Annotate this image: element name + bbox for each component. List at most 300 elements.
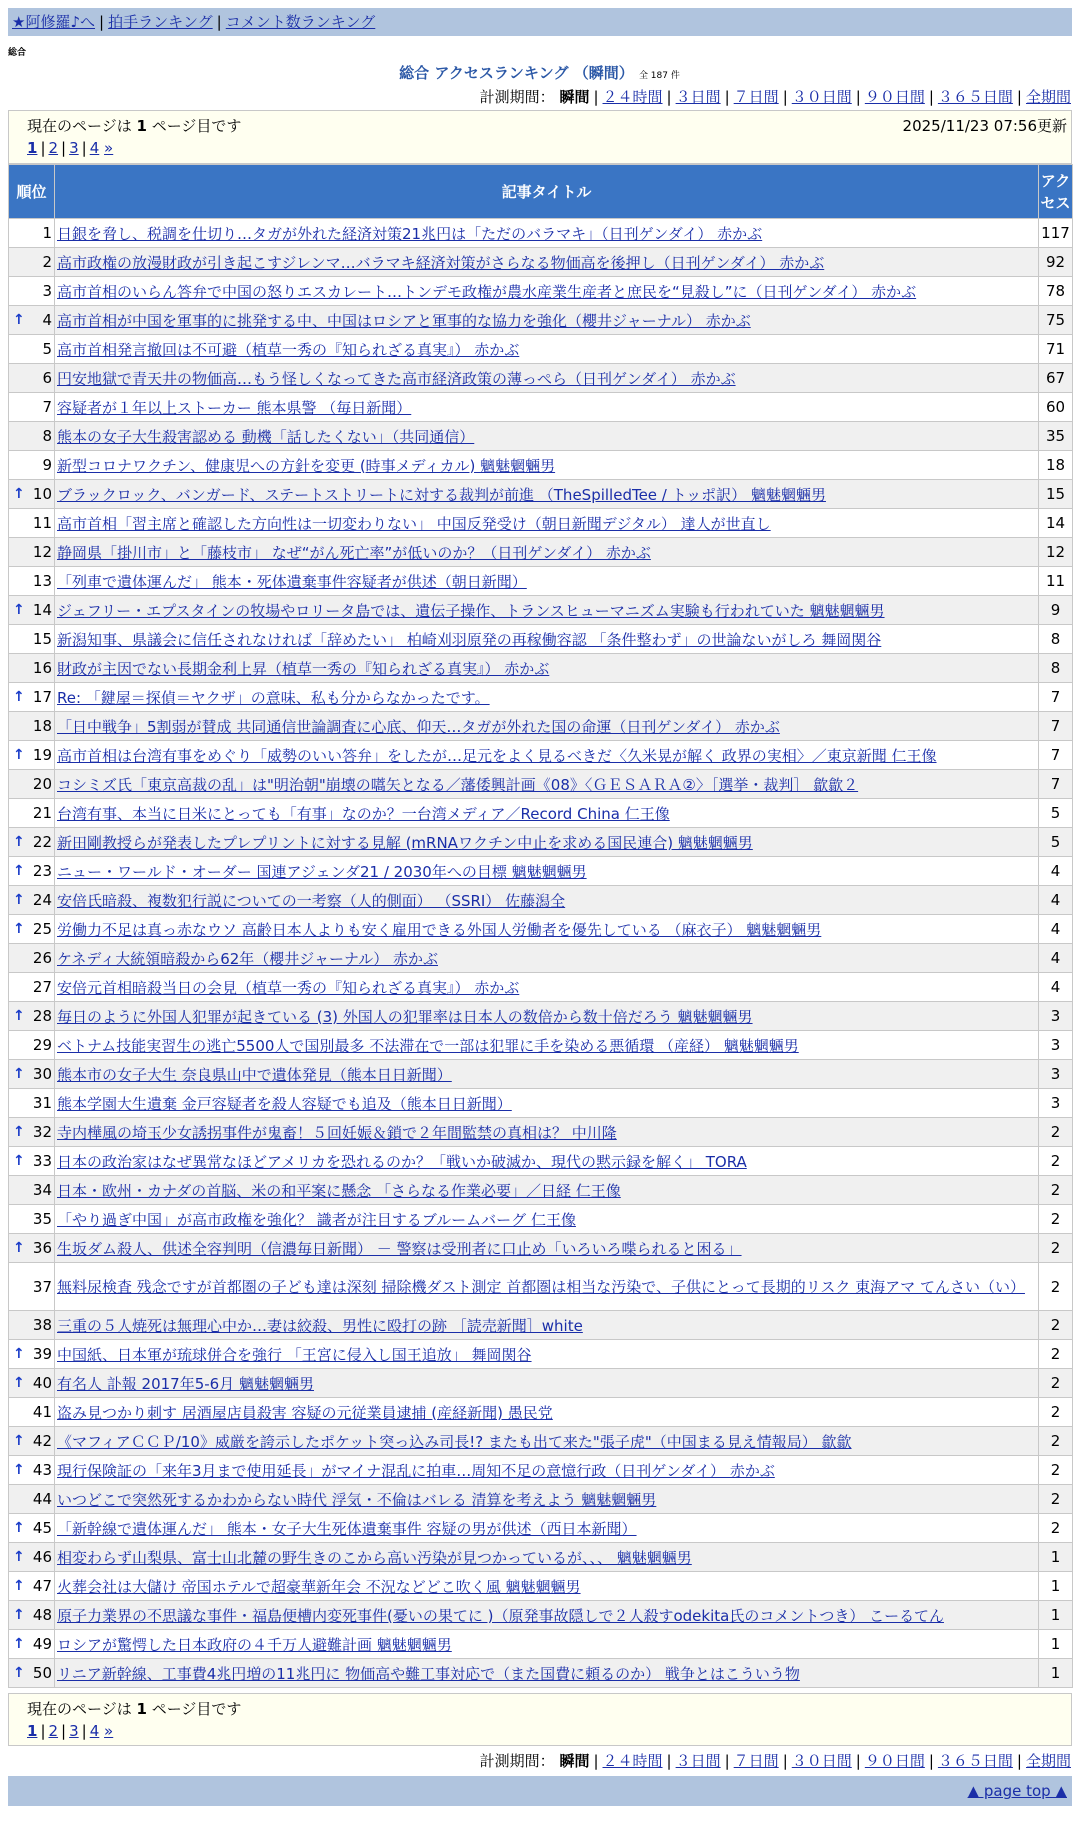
article-title-link[interactable]: ベトナム技能実習生の逃亡5500人で国別最多 不法滞在で一部は犯罪に手を染める悪循環 （産経） 魑魅魍魎男 (57, 1036, 799, 1055)
rank-number: 2 (42, 253, 52, 271)
rank-number: 31 (32, 1094, 52, 1112)
table-row (9, 886, 1073, 915)
rank-cell (9, 1234, 55, 1263)
article-title-link[interactable]: 財政が主因でない長期金利上昇（植草一秀の『知られざる真実』） 赤かぶ (57, 659, 550, 678)
rank-cell (9, 1630, 55, 1659)
title-cell (55, 1427, 1039, 1456)
article-title-link[interactable]: いつどこで突然死するかわからない時代 浮気・不倫はバレる 清算を考えよう 魑魅魍魎男 (57, 1490, 657, 1509)
rank-up-arrow-icon: ↑ (13, 1240, 25, 1256)
rank-number: 41 (32, 1403, 52, 1421)
access-count: 1 (1039, 1630, 1073, 1659)
access-count: 7 (1039, 683, 1073, 712)
table-row (9, 828, 1073, 857)
rank-cell (9, 422, 55, 451)
table-row (9, 1118, 1073, 1147)
article-title-link[interactable]: ブラックロック、バンガード、ステートストリートに対する裁判が前進 （TheSpilledTee / トッポ訳） 魑魅魍魎男 (57, 485, 826, 504)
rank-cell (9, 886, 55, 915)
table-row (9, 248, 1073, 277)
rank-cell (9, 1543, 55, 1572)
rank-up-arrow-icon: ↑ (13, 892, 25, 908)
pager-next[interactable]: » (104, 139, 114, 157)
table-row (9, 973, 1073, 1002)
title-cell (55, 306, 1039, 335)
table-row (9, 422, 1073, 451)
access-count: 1 (1039, 1601, 1073, 1630)
access-count: 2 (1039, 1176, 1073, 1205)
article-title-link[interactable]: 寺内樺風の埼玉少女誘拐事件が鬼畜！５回妊娠＆鎖で２年間監禁の真相は？ 中川隆 (57, 1123, 617, 1142)
title-cell (55, 1060, 1039, 1089)
article-title-link[interactable]: 原子力業界の不思議な事件・福島便槽内変死事件(憂いの果てに )（原発事故隠しで２人殺すodekita氏のコメントつき） こーるてん (57, 1606, 944, 1625)
access-count: 2 (1039, 1118, 1073, 1147)
table-row (9, 509, 1073, 538)
access-count: 7 (1039, 770, 1073, 799)
period-link[interactable]: 全期間 (1025, 1752, 1071, 1770)
rank-up-arrow-icon: ↑ (13, 863, 25, 879)
title-cell (55, 1147, 1039, 1176)
access-count: 14 (1039, 509, 1073, 538)
rank-number: 42 (32, 1432, 52, 1450)
rank-number: 48 (32, 1606, 52, 1624)
page-info-text: 現在のページは 1 ページ目です (27, 117, 242, 135)
rank-cell (9, 364, 55, 393)
access-count: 71 (1039, 335, 1073, 364)
title-cell (55, 741, 1039, 770)
rank-number: 32 (32, 1123, 52, 1141)
rank-cell (9, 538, 55, 567)
rank-number: 19 (32, 746, 52, 764)
table-row (9, 741, 1073, 770)
title-cell (55, 480, 1039, 509)
title-cell (55, 1514, 1039, 1543)
rank-cell (9, 770, 55, 799)
rank-number: 29 (32, 1036, 52, 1054)
rank-number: 49 (32, 1635, 52, 1653)
period-link[interactable]: ３６５日間 (937, 88, 1013, 106)
rank-cell (9, 683, 55, 712)
access-count: 3 (1039, 1060, 1073, 1089)
article-title-link[interactable]: 高市首相発言撤回は不可避（植草一秀の『知られざる真実』） 赤かぶ (57, 340, 520, 359)
period-link[interactable]: ７日間 (733, 88, 779, 106)
rank-up-arrow-icon: ↑ (13, 1520, 25, 1536)
table-row (9, 1630, 1073, 1659)
rank-up-arrow-icon: ↑ (13, 1549, 25, 1565)
table-row (9, 625, 1073, 654)
rank-up-arrow-icon: ↑ (13, 1665, 25, 1681)
rank-number: 36 (32, 1239, 52, 1257)
rank-up-arrow-icon: ↑ (13, 1066, 25, 1082)
rank-cell (9, 480, 55, 509)
rank-number: 37 (32, 1277, 52, 1296)
table-row (9, 1659, 1073, 1688)
title-cell (55, 886, 1039, 915)
rank-cell (9, 1340, 55, 1369)
table-row (9, 393, 1073, 422)
rank-cell (9, 1369, 55, 1398)
article-title-link[interactable]: 熊本市の女子大生 奈良県山中で遺体発見（熊本日日新聞） (57, 1065, 452, 1084)
article-title-link[interactable]: 安倍元首相暗殺当日の会見（植草一秀の『知られざる真実』） 赤かぶ (57, 978, 520, 997)
period-link[interactable]: ９０日間 (864, 88, 925, 106)
rank-cell (9, 1031, 55, 1060)
title-cell (55, 1543, 1039, 1572)
rank-up-arrow-icon: ↑ (13, 602, 25, 618)
period-link[interactable]: ３６５日間 (937, 1752, 1013, 1770)
title-cell (55, 1311, 1039, 1340)
table-row (9, 538, 1073, 567)
article-title-link[interactable]: ケネディ大統領暗殺から62年（櫻井ジャーナル） 赤かぶ (57, 949, 439, 968)
rank-cell (9, 915, 55, 944)
article-title-link[interactable]: 「列車で遺体運んだ」 熊本・死体遺棄事件容疑者が供述（朝日新聞） (57, 572, 527, 591)
table-row (9, 1176, 1073, 1205)
rank-cell (9, 857, 55, 886)
article-title-link[interactable]: 高市首相が中国を軍事的に挑発する中、中国はロシアと軍事的な協力を強化（櫻井ジャーナル） 赤かぶ (57, 311, 751, 330)
rank-cell (9, 1659, 55, 1688)
rank-number: 1 (42, 224, 52, 242)
title-cell (55, 1205, 1039, 1234)
access-count: 3 (1039, 1089, 1073, 1118)
access-count: 2 (1039, 1263, 1073, 1311)
title-cell (55, 1031, 1039, 1060)
total-count: 全 187 件 (638, 71, 680, 81)
article-title-link[interactable]: 熊本学園大生遺棄 金戸容疑者を殺人容疑でも追及（熊本日日新聞） (57, 1094, 512, 1113)
table-row (9, 364, 1073, 393)
rank-number: 17 (32, 688, 52, 706)
pager-link[interactable]: 4 (89, 139, 100, 157)
table-row (9, 1234, 1073, 1263)
access-count: 2 (1039, 1311, 1073, 1340)
rank-up-arrow-icon: ↑ (13, 921, 25, 937)
article-title-link[interactable]: 日本・欧州・カナダの首脳、米の和平案に懸念 「さらなる作業必要」／日経 仁王像 (57, 1181, 621, 1200)
pager-current[interactable]: 1 (27, 1722, 38, 1740)
rank-number: 44 (32, 1490, 52, 1508)
rank-cell (9, 1089, 55, 1118)
title-cell (55, 654, 1039, 683)
rank-cell (9, 944, 55, 973)
rank-number: 39 (32, 1345, 52, 1363)
table-row (9, 1456, 1073, 1485)
access-count: 8 (1039, 625, 1073, 654)
title-cell (55, 828, 1039, 857)
access-count: 18 (1039, 451, 1073, 480)
rank-cell (9, 712, 55, 741)
article-title-link[interactable]: 労働力不足は真っ赤なウソ 高齢日本人よりも安く雇用できる外国人労働者を優先している （麻衣子） 魑魅魍魎男 (57, 920, 822, 939)
table-row (9, 944, 1073, 973)
title-cell (55, 973, 1039, 1002)
access-count: 2 (1039, 1205, 1073, 1234)
table-row (9, 480, 1073, 509)
title-cell (55, 335, 1039, 364)
period-link[interactable]: 全期間 (1025, 88, 1071, 106)
rank-cell (9, 799, 55, 828)
rank-cell (9, 1311, 55, 1340)
access-count: 3 (1039, 1031, 1073, 1060)
article-title-link[interactable]: 台湾有事、本当に日米にとっても「有事」なのか？一台湾メディア／Record China 仁王像 (57, 804, 670, 823)
table-row (9, 1311, 1073, 1340)
article-title-link[interactable]: ニュー・ワールド・オーダー 国連アジェンダ21 / 2030年への目標 魑魅魍魎男 (57, 862, 587, 881)
title-cell (55, 538, 1039, 567)
rank-number: 9 (42, 456, 52, 474)
access-count: 4 (1039, 886, 1073, 915)
rank-number: 3 (42, 282, 52, 300)
article-title-link[interactable]: 熊本の女子大生殺害認める 動機「話したくない」（共同通信） (57, 427, 475, 446)
access-count: 2 (1039, 1427, 1073, 1456)
access-count: 2 (1039, 1398, 1073, 1427)
table-row (9, 915, 1073, 944)
title-cell (55, 1002, 1039, 1031)
page-info-bottom (8, 1693, 1072, 1746)
table-row (9, 1263, 1073, 1311)
access-count: 4 (1039, 973, 1073, 1002)
title-cell (55, 451, 1039, 480)
table-row (9, 683, 1073, 712)
title-cell (55, 683, 1039, 712)
access-count: 117 (1039, 219, 1073, 248)
rank-number: 50 (32, 1664, 52, 1682)
rank-number: 23 (32, 862, 52, 880)
page-info-top (8, 110, 1072, 164)
access-count: 4 (1039, 944, 1073, 973)
title-cell (55, 596, 1039, 625)
rank-number: 24 (32, 891, 52, 909)
access-count: 1 (1039, 1659, 1073, 1688)
title-cell (55, 799, 1039, 828)
home-link[interactable]: ★阿修羅♪へ (12, 13, 96, 31)
title-cell (55, 1630, 1039, 1659)
article-title-link[interactable]: コシミズ氏「東京高裁の乱」は"明治朝"崩壊の嚆矢となる／藩倭興計画《08》〈ＧＥＳＡＲＡ②〉［選挙・裁判］ 歙歙２ (57, 775, 859, 794)
rank-number: 18 (32, 717, 52, 735)
table-row (9, 770, 1073, 799)
article-title-link[interactable]: 火葬会社は大儲け 帝国ホテルで超豪華新年会 不況などどこ吹く風 魑魅魍魎男 (57, 1577, 581, 1596)
article-title-link[interactable]: 日銀を脅し、税調を仕切り…タガが外れた経済対策21兆円は「ただのバラマキ」（日刊ゲンダイ） 赤かぶ (57, 224, 763, 243)
table-row (9, 335, 1073, 364)
rank-number: 14 (32, 601, 52, 619)
title-cell (55, 422, 1039, 451)
title-cell (55, 1369, 1039, 1398)
article-title-link[interactable]: 毎日のように外国人犯罪が起きている (3) 外国人の犯罪率は日本人の数倍から数十倍だろう 魑魅魍魎男 (57, 1007, 753, 1026)
pager-next[interactable]: » (104, 1722, 114, 1740)
access-count: 8 (1039, 654, 1073, 683)
pager-link[interactable]: 4 (89, 1722, 100, 1740)
access-count: 35 (1039, 422, 1073, 451)
table-row (9, 857, 1073, 886)
title-cell (55, 1456, 1039, 1485)
rank-number: 34 (32, 1181, 52, 1199)
access-count: 75 (1039, 306, 1073, 335)
rank-up-arrow-icon: ↑ (13, 1607, 25, 1623)
title-cell (55, 219, 1039, 248)
rank-up-arrow-icon: ↑ (13, 1636, 25, 1652)
rank-cell (9, 741, 55, 770)
table-row (9, 1572, 1073, 1601)
table-row (9, 567, 1073, 596)
article-title-link[interactable]: 「日中戦争」5割弱が賛成 共同通信世論調査に心底、仰天…タガが外れた国の命運（日刊ゲンダイ） 赤かぶ (57, 717, 780, 736)
table-row (9, 1514, 1073, 1543)
article-title-link[interactable]: 三重の５人焼死は無理心中か…妻は絞殺、男性に殴打の跡 ［読売新聞］white (57, 1316, 583, 1335)
period-link[interactable]: ２４時間 (602, 88, 663, 106)
article-title-link[interactable]: 高市政権の放漫財政が引き起こすジレンマ…バラマキ経済対策がさらなる物価高を後押し（日刊ゲンダイ） 赤かぶ (57, 253, 825, 272)
access-count: 4 (1039, 857, 1073, 886)
access-count: 2 (1039, 1456, 1073, 1485)
article-title-link[interactable]: 《マフィアＣＣＰ/10》威厳を誇示したポケット突っ込み司長!? またも出て来た"張子虎"（中国まる見え情報局） 歙歙 (57, 1432, 852, 1451)
period-link[interactable]: ２４時間 (602, 1752, 663, 1770)
period-link[interactable]: ７日間 (733, 1752, 779, 1770)
pager-bottom: 1 | 2 | 3 | 4 » (27, 1722, 114, 1740)
table-row (9, 1002, 1073, 1031)
title-cell (55, 770, 1039, 799)
article-title-link[interactable]: 相変わらず山梨県、富士山北麓の野生きのこから高い汚染が見つかっているが、、、 魑魅魍魎男 (57, 1548, 692, 1567)
rank-cell (9, 1456, 55, 1485)
top-nav-bar: ★阿修羅♪へ | 拍手ランキング | コメント数ランキング (8, 8, 1072, 36)
rank-up-arrow-icon: ↑ (13, 834, 25, 850)
title-cell (55, 857, 1039, 886)
title-cell (55, 944, 1039, 973)
title-cell (55, 1234, 1039, 1263)
access-count: 78 (1039, 277, 1073, 306)
period-selector-top: 計測期間： 瞬間 | ２４時間 | ３日間 | ７日間 | ３０日間 | ９０日間 | ３６５日間 | 全期間 (479, 88, 1071, 106)
title-cell (55, 364, 1039, 393)
rank-cell (9, 248, 55, 277)
rank-cell (9, 1060, 55, 1089)
rank-up-arrow-icon: ↑ (13, 1124, 25, 1140)
article-title-link[interactable]: ジェフリー・エプスタインの牧場やロリータ島では、遺伝子操作、トランスヒューマニズム実験も行われていた 魑魅魍魎男 (57, 601, 885, 620)
article-title-link[interactable]: 新田剛教授らが発表したプレプリントに対する見解 (mRNAワクチン中止を求める国民連合) 魑魅魍魎男 (57, 833, 753, 852)
article-title-link[interactable]: 生坂ダム殺人、供述全容判明（信濃毎日新聞） － 警察は受刑者に口止め「いろいろ喋られると困る」 (57, 1239, 742, 1258)
pager-current[interactable]: 1 (27, 139, 38, 157)
rank-cell (9, 1263, 55, 1311)
rank-number: 40 (32, 1374, 52, 1392)
article-title-link[interactable]: 高市首相のいらん答弁で中国の怒りエスカレート…トンデモ政権が農水産業生産者と庶民を“見殺し”に（日刊ゲンダイ） 赤かぶ (57, 282, 917, 301)
title-cell (55, 1601, 1039, 1630)
rank-cell (9, 1147, 55, 1176)
period-current: 瞬間 (559, 1752, 590, 1770)
table-row (9, 219, 1073, 248)
table-row (9, 1369, 1073, 1398)
access-count: 7 (1039, 741, 1073, 770)
article-title-link[interactable]: 「新幹線で遺体運んだ」 熊本・女子大生死体遺棄事件 容疑の男が供述（西日本新聞） (57, 1519, 637, 1538)
comment-ranking-link[interactable]: コメント数ランキング (225, 13, 376, 31)
rank-number: 4 (42, 311, 52, 329)
title-cell (55, 1089, 1039, 1118)
table-row (9, 1089, 1073, 1118)
table-row (9, 1601, 1073, 1630)
rank-up-arrow-icon: ↑ (13, 486, 25, 502)
rank-number: 33 (32, 1152, 52, 1170)
rank-up-arrow-icon: ↑ (13, 1578, 25, 1594)
pager-link[interactable]: 3 (69, 1722, 79, 1740)
rank-cell (9, 1176, 55, 1205)
access-count: 4 (1039, 915, 1073, 944)
table-row (9, 799, 1073, 828)
access-count: 12 (1039, 538, 1073, 567)
period-link[interactable]: ３０日間 (791, 88, 852, 106)
rank-number: 16 (32, 659, 52, 677)
table-row (9, 1485, 1073, 1514)
access-count: 1 (1039, 1543, 1073, 1572)
rank-cell (9, 828, 55, 857)
page-title: 総合 アクセスランキング （瞬間） 全 187 件 (399, 64, 680, 82)
article-title-link[interactable]: 静岡県「掛川市」と「藤枝市」 なぜ“がん死亡率”が低いのか？（日刊ゲンダイ） 赤かぶ (57, 543, 651, 562)
access-count: 2 (1039, 1369, 1073, 1398)
table-row (9, 1205, 1073, 1234)
rank-number: 8 (42, 427, 52, 445)
rank-cell (9, 1398, 55, 1427)
title-cell (55, 712, 1039, 741)
access-count: 2 (1039, 1147, 1073, 1176)
table-row (9, 1060, 1073, 1089)
period-link[interactable]: ３日間 (675, 88, 721, 106)
clap-ranking-link[interactable]: 拍手ランキング (108, 13, 213, 31)
pager-link[interactable]: 2 (48, 1722, 59, 1740)
rank-up-arrow-icon: ↑ (13, 1462, 25, 1478)
article-title-link[interactable]: 新潟知事、県議会に信任されなければ「辞めたい」 柏崎刈羽原発の再稼働容認 「条件整わず」の世論ないがしろ 舞岡関谷 (57, 630, 882, 649)
rank-cell (9, 654, 55, 683)
period-link[interactable]: ９０日間 (864, 1752, 925, 1770)
access-count: 1 (1039, 1572, 1073, 1601)
rank-up-arrow-icon: ↑ (13, 1375, 25, 1391)
table-row (9, 306, 1073, 335)
rank-number: 46 (32, 1548, 52, 1566)
article-title-link[interactable]: リニア新幹線、工事費4兆円増の11兆円に 物価高や難工事対応で（また国費に頼るのか） 戦争とはこういう物 (57, 1664, 800, 1683)
article-title-link[interactable]: 安倍氏暗殺、複数犯行説についての一考察（人的側面） （SSRI） 佐藤潟全 (57, 891, 566, 910)
article-title-link[interactable]: ロシアが驚愕した日本政府の４千万人避難計画 魑魅魍魎男 (57, 1635, 452, 1654)
rank-up-arrow-icon: ↑ (13, 312, 25, 328)
access-count: 5 (1039, 828, 1073, 857)
article-title-link[interactable]: 日本の政治家はなぜ異常なほどアメリカを恐れるのか？「戦いか破滅か、現代の黙示録を解く」 TORA (57, 1152, 747, 1171)
rank-number: 15 (32, 630, 52, 648)
access-count: 5 (1039, 799, 1073, 828)
pager-top: 1 | 2 | 3 | 4 » (27, 139, 114, 157)
article-title-link[interactable]: 「やり過ぎ中国」が高市政権を強化？ 識者が注目するブルームバーグ 仁王像 (57, 1210, 576, 1229)
title-cell (55, 1659, 1039, 1688)
table-row (9, 596, 1073, 625)
rank-up-arrow-icon: ↑ (13, 689, 25, 705)
pager-link[interactable]: 2 (48, 139, 59, 157)
title-cell (55, 1340, 1039, 1369)
table-row (9, 1031, 1073, 1060)
rank-cell (9, 1485, 55, 1514)
access-count: 2 (1039, 1485, 1073, 1514)
access-count: 2 (1039, 1514, 1073, 1543)
article-title-link[interactable]: 有名人 訃報 2017年5-6月 魑魅魍魎男 (57, 1374, 314, 1393)
article-title-link[interactable]: 容疑者が１年以上ストーカー 熊本県警 （毎日新聞） (57, 398, 412, 417)
rank-cell (9, 625, 55, 654)
title-cell (55, 1572, 1039, 1601)
article-title-link[interactable]: 現行保険証の「来年3月まで使用延長」がマイナ混乱に拍車…周知不足の意憶行政（日刊ゲンダイ） 赤かぶ (57, 1461, 775, 1480)
rank-cell (9, 1514, 55, 1543)
table-row (9, 654, 1073, 683)
rank-number: 47 (32, 1577, 52, 1595)
rank-cell (9, 451, 55, 480)
article-title-link[interactable]: 高市首相「習主席と確認した方向性は一切変わりない」 中国反発受け（朝日新聞デジタル） 達人が世直し (57, 514, 771, 533)
pager-link[interactable]: 3 (69, 139, 79, 157)
header-access: アクセス (1039, 165, 1073, 219)
article-title-link[interactable]: Re: 「鍵屋＝探偵＝ヤクザ」の意味、私も分からなかったです。 (57, 688, 490, 707)
table-row (9, 451, 1073, 480)
page-top-link[interactable]: ▲ page top ▲ (967, 1782, 1067, 1800)
rank-cell (9, 567, 55, 596)
period-link[interactable]: ３０日間 (791, 1752, 852, 1770)
article-title-link[interactable]: 新型コロナワクチン、健康児への方針を変更 (時事メディカル) 魑魅魍魎男 (57, 456, 556, 475)
updated-timestamp: 2025/11/23 07:56更新 (902, 117, 1067, 135)
article-title-link[interactable]: 高市首相は台湾有事をめぐり「威勢のいい答弁」をしたが…足元をよく見るべきだ〈久米晃が解く 政界の実相〉／東京新聞 仁王像 (57, 746, 937, 765)
rank-cell (9, 393, 55, 422)
article-title-link[interactable]: 中国紙、日本軍が琉球併合を強行 「王宮に侵入し国王追放」 舞岡関谷 (57, 1345, 532, 1364)
period-link[interactable]: ３日間 (675, 1752, 721, 1770)
article-title-link[interactable]: 無料尿検査 残念ですが首都圏の子ども達は深刻 掃除機ダスト測定 首都圏は相当な汚染で、子供にとって長期的リスク 東海アマ てんさい（い） (57, 1277, 1025, 1296)
article-title-link[interactable]: 円安地獄で青天井の物価高…もう怪しくなってきた高市経済政策の薄っぺら（日刊ゲンダイ） 赤かぶ (57, 369, 736, 388)
article-title-link[interactable]: 盗み見つかり刺す 居酒屋店員殺害 容疑の元従業員逮捕 (産経新聞) 愚民党 (57, 1403, 553, 1422)
title-cell (55, 625, 1039, 654)
rank-number: 20 (32, 775, 52, 793)
